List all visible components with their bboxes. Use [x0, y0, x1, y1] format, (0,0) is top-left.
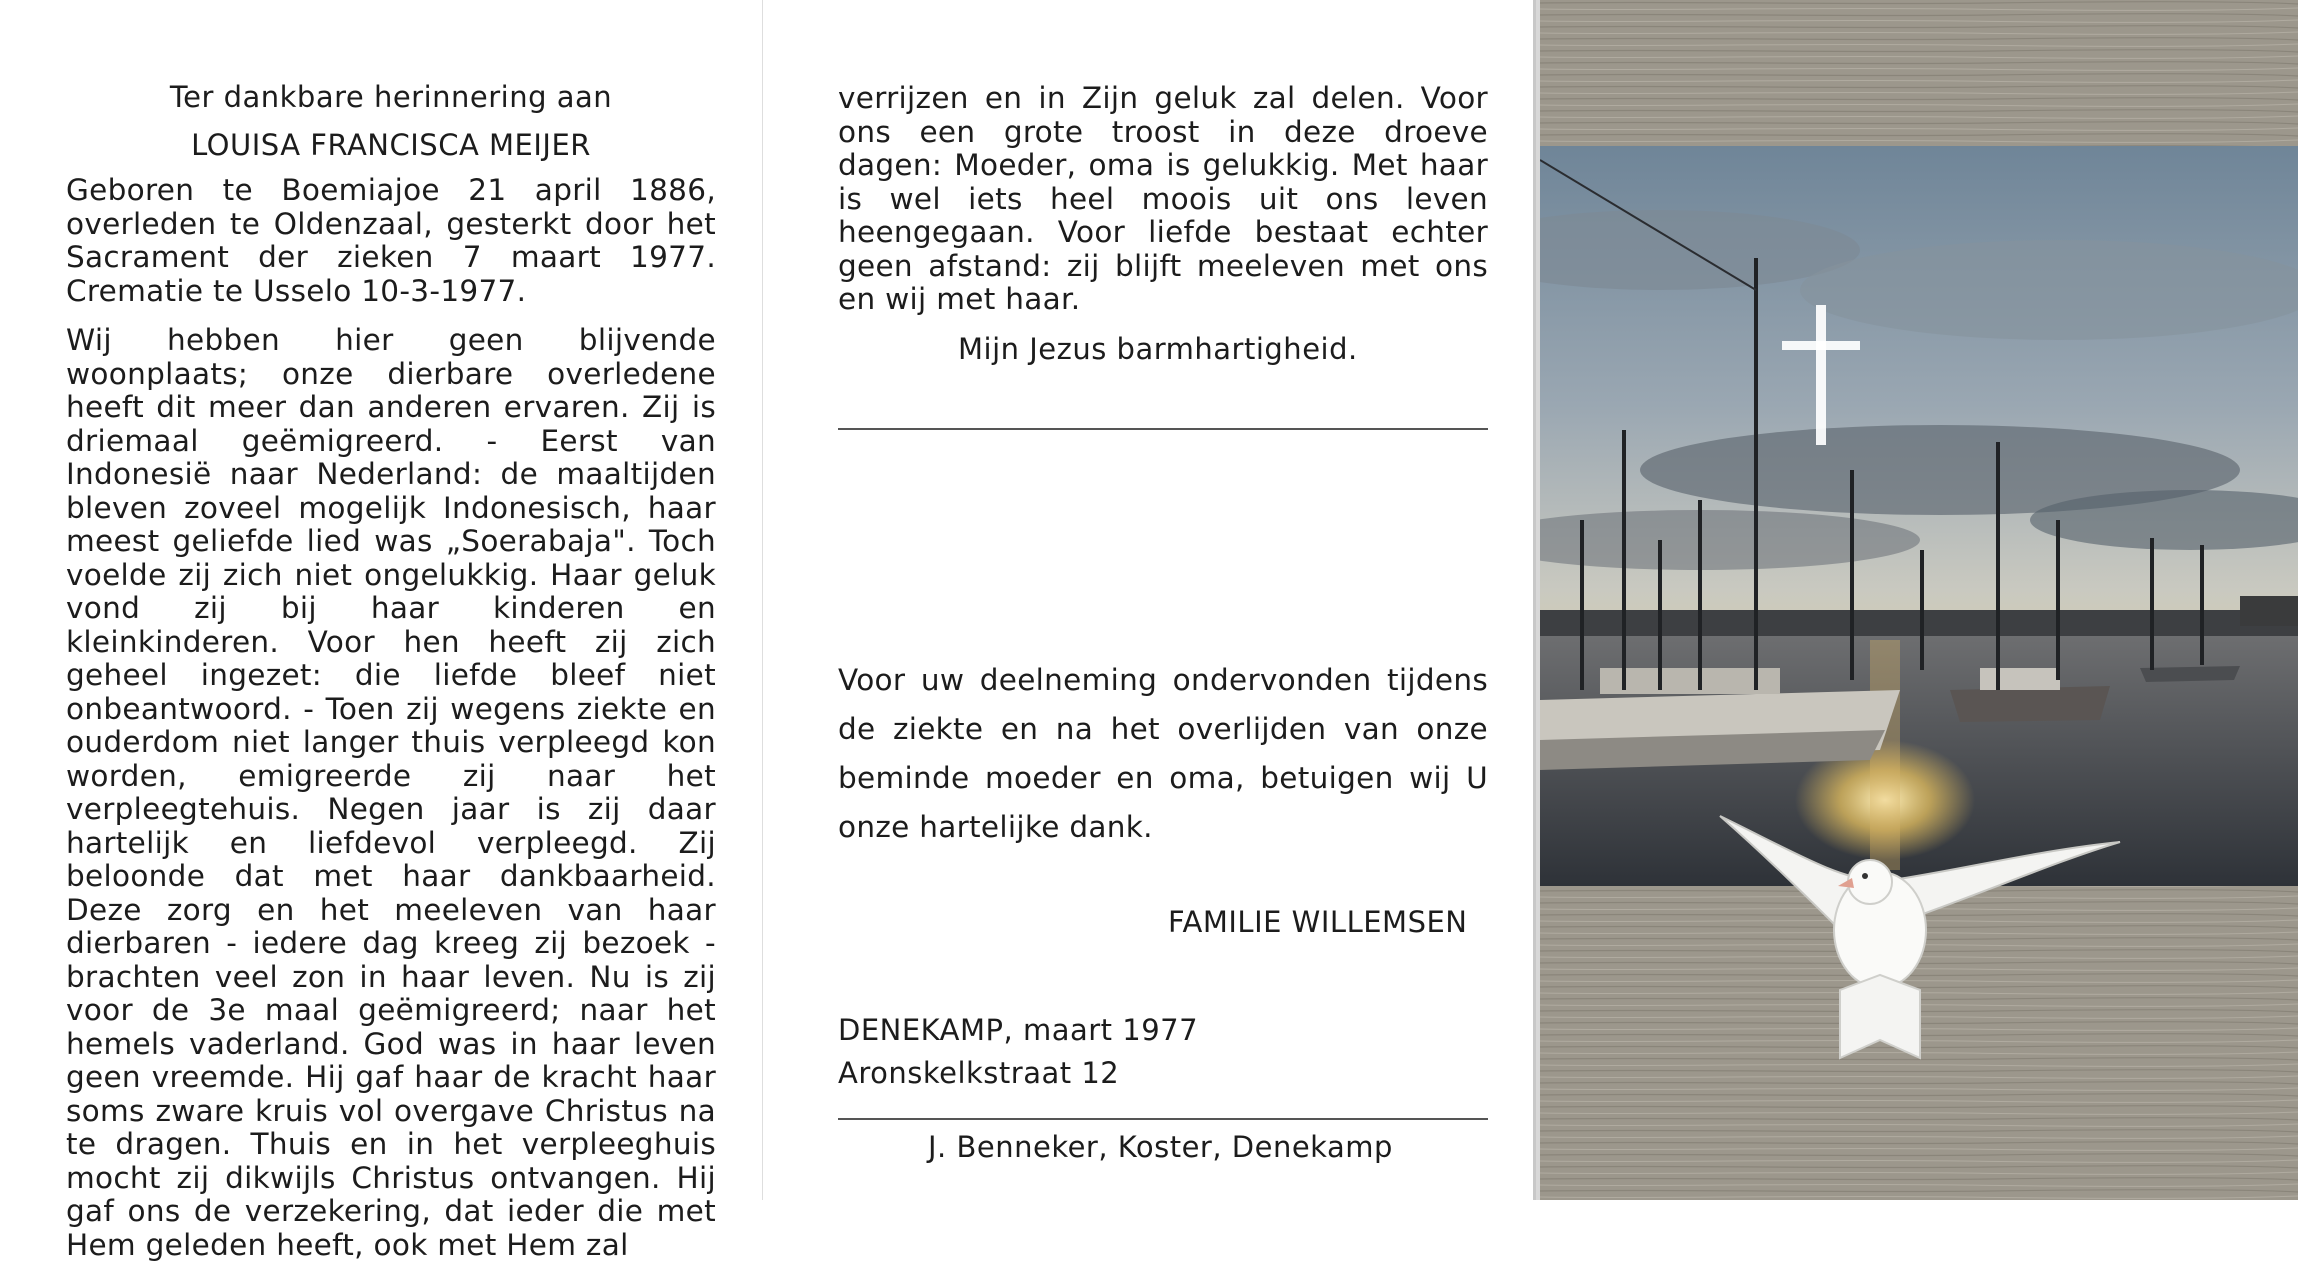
place-date: DENEKAMP, maart 1977	[838, 1013, 1199, 1047]
memorial-heading: Ter dankbare herinnering aan	[169, 80, 613, 114]
divider-bottom	[838, 1118, 1488, 1120]
divider-top	[838, 428, 1488, 430]
card-picture	[1540, 0, 2298, 1200]
printer-credit: J. Benneker, Koster, Denekamp	[928, 1130, 1393, 1164]
body-continuation: verrijzen en in Zijn geluk zal delen. Voor ons een grote troost in deze droeve dagen: Moeder, oma is gelukkig. Met haar is wel iets heel moois uit ons leven heengegaan. Voor liefde bestaat echter geen afstand: zij blijft meeleven met ons en wij met haar.	[838, 81, 1488, 316]
harbor-photo	[1540, 146, 2298, 886]
birth-death-details: Geboren te Boemiajoe 21 april 1886, overleden te Oldenzaal, gesterkt door het Sacrament der zieken 7 maart 1977. Crematie te Usselo 10-3-1977.	[66, 173, 716, 308]
thanks-text: Voor uw deelneming ondervonden tijdens de ziekte en na het overlijden van onze beminde moeder en oma, betuigen wij U onze hartelijke dank.	[838, 663, 1488, 844]
memorial-body-text: Wij hebben hier geen blijvende woonplaats; onze dierbare overledene heeft dit meer dan anderen ervaren. Zij is driemaal geëmigreerd. - Eerst van Indonesië naar Nederland: de maaltijden bleven zoveel mogelijk Indonesisch, haar meest geliefde lied was „Soerabaja". Toch voelde zij zich niet ongelukkig. Haar geluk vond zij bij haar kinderen en kleinkinderen. Voor hen heeft zij zich geheel ingezet: die liefde bleef niet onbeantwoord. - Toen zij wegens ziekte en ouderdom niet langer thuis verpleegd kon worden, emigreerde zij naar het verpleegtehuis. Negen jaar is zij daar hartelijk en liefdevol verpleegd. Zij beloonde dat met haar dankbaarheid. Deze zorg en het meeleven van haar dierbaren - iedere dag kreeg zij bezoek - brachten veel zon in haar leven. Nu is zij voor de 3e maal geëmigreerd; naar het hemels vaderland. God was in haar leven geen vreemde. Hij gaf haar de kracht haar soms zware kruis vol overgave Christus na te dragen. Thuis en in het verpleeghuis mocht zij dikwijls Christus ontvangen. Hij gaf ons de verzekering, dat ieder die met Hem geleden heeft, ook met Hem zal	[66, 323, 716, 1262]
deceased-name: LOUISA FRANCISCA MEIJER	[191, 128, 591, 162]
family-signature: FAMILIE WILLEMSEN	[1168, 905, 1468, 939]
prayer-line: Mijn Jezus barmhartigheid.	[958, 332, 1358, 366]
address: Aronskelkstraat 12	[838, 1056, 1120, 1090]
picture-page	[1536, 0, 2298, 1200]
